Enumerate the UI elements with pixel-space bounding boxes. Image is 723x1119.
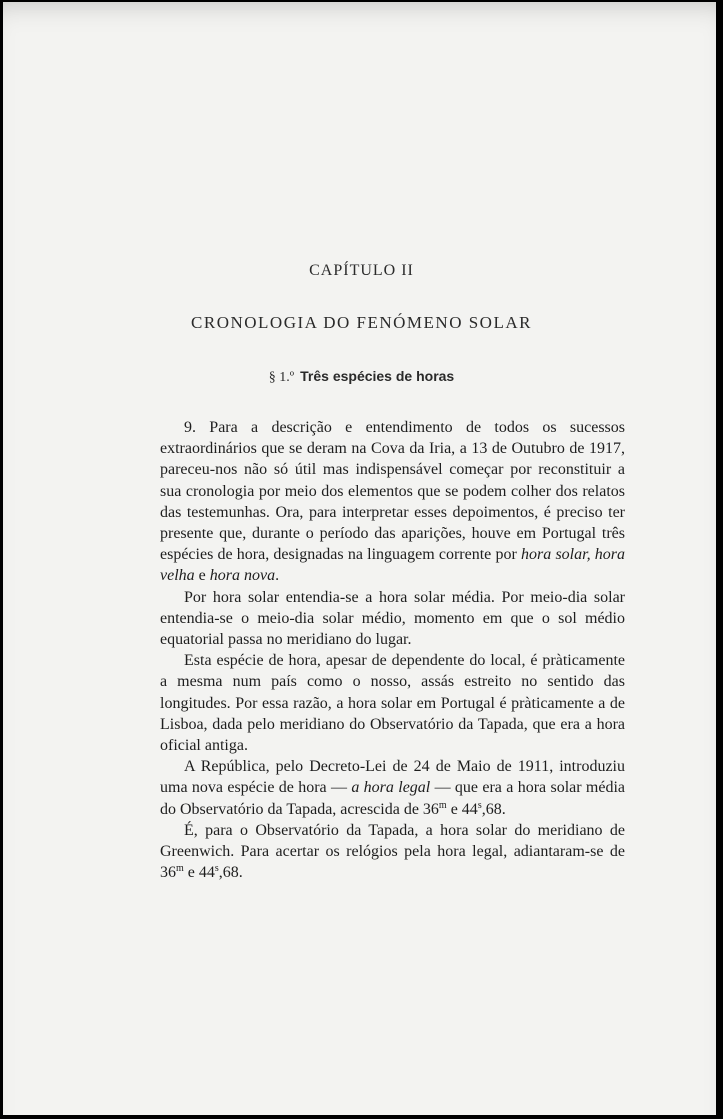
p4-sup-m: m bbox=[438, 799, 447, 811]
chapter-title: CRONOLOGIA DO FENÓMENO SOLAR bbox=[191, 313, 532, 332]
paragraph-2: Por hora solar entendia-se a hora solar média. Por meio-dia solar entendia-se o meio-dia solar médio, momento em que o sol médio equatorial passa no meridiano do lugar. bbox=[160, 588, 625, 649]
paragraph-3: Esta espécie de hora, apesar de dependente do local, é pràticamente a mesma num país como o nosso, assás estreito no sentido das longitudes. Por essa razão, a hora solar em Portugal é pràticamente a de Lisboa, dada pelo meridiano do Observatório da Tapada, que era a hora oficial antiga. bbox=[160, 652, 625, 755]
p1-italic-1: hora solar, hora velha bbox=[160, 546, 625, 585]
body-text bbox=[160, 417, 625, 883]
p4-text-c: e 44 bbox=[446, 800, 478, 818]
p5-text-a: É, para o Observatório da Tapada, a hora solar do meridiano de Greenwich. Para acertar os relógios pela hora legal, adiantaram-se de 36 bbox=[160, 821, 625, 882]
p4-text-d: ,68. bbox=[481, 800, 506, 818]
section-title: Três espécies de horas bbox=[300, 368, 455, 384]
p1-text-b: e bbox=[194, 567, 210, 585]
chapter-label: CAPÍTULO II bbox=[309, 262, 414, 279]
p4-italic: a hora legal bbox=[351, 779, 431, 797]
p1-italic-2: hora nova bbox=[209, 567, 276, 585]
paragraph-4 bbox=[160, 756, 625, 820]
section-number: § 1.º bbox=[268, 370, 295, 385]
p5-sup-s: s bbox=[214, 863, 219, 875]
p1-text-a: 9. Para a descrição e entendimento de todos os sucessos extraordinários que se deram na Cova da Iria, a 13 de Outubro de 1917, pareceu-nos não só útil mas indispensável começar por reconstituir a sua cronologia por meio dos elementos que se podem colher dos relatos das testemunhas. Ora, para interpretar esses depoimentos, é preciso ter presente que, durante o período das aparições, houve em Portugal três espécies de hora, designadas na linguagem corrente por bbox=[160, 419, 625, 564]
p5-text-c: e 44 bbox=[183, 864, 215, 882]
paragraph-5 bbox=[160, 820, 625, 884]
p4-text-b: — que era a hora solar média do Observatório da Tapada, acrescida de 36 bbox=[160, 779, 625, 818]
p4-text-a: A República, pelo Decreto-Lei de 24 de Maio de 1911, introduziu uma nova espécie de hora — bbox=[160, 758, 625, 797]
p5-text-d: ,68. bbox=[218, 864, 243, 882]
paragraph-1 bbox=[160, 417, 625, 587]
p5-sup-m: m bbox=[176, 863, 184, 875]
section-heading bbox=[0, 368, 723, 386]
p4-sup-s: s bbox=[477, 799, 482, 811]
p1-text-c: . bbox=[275, 567, 280, 585]
